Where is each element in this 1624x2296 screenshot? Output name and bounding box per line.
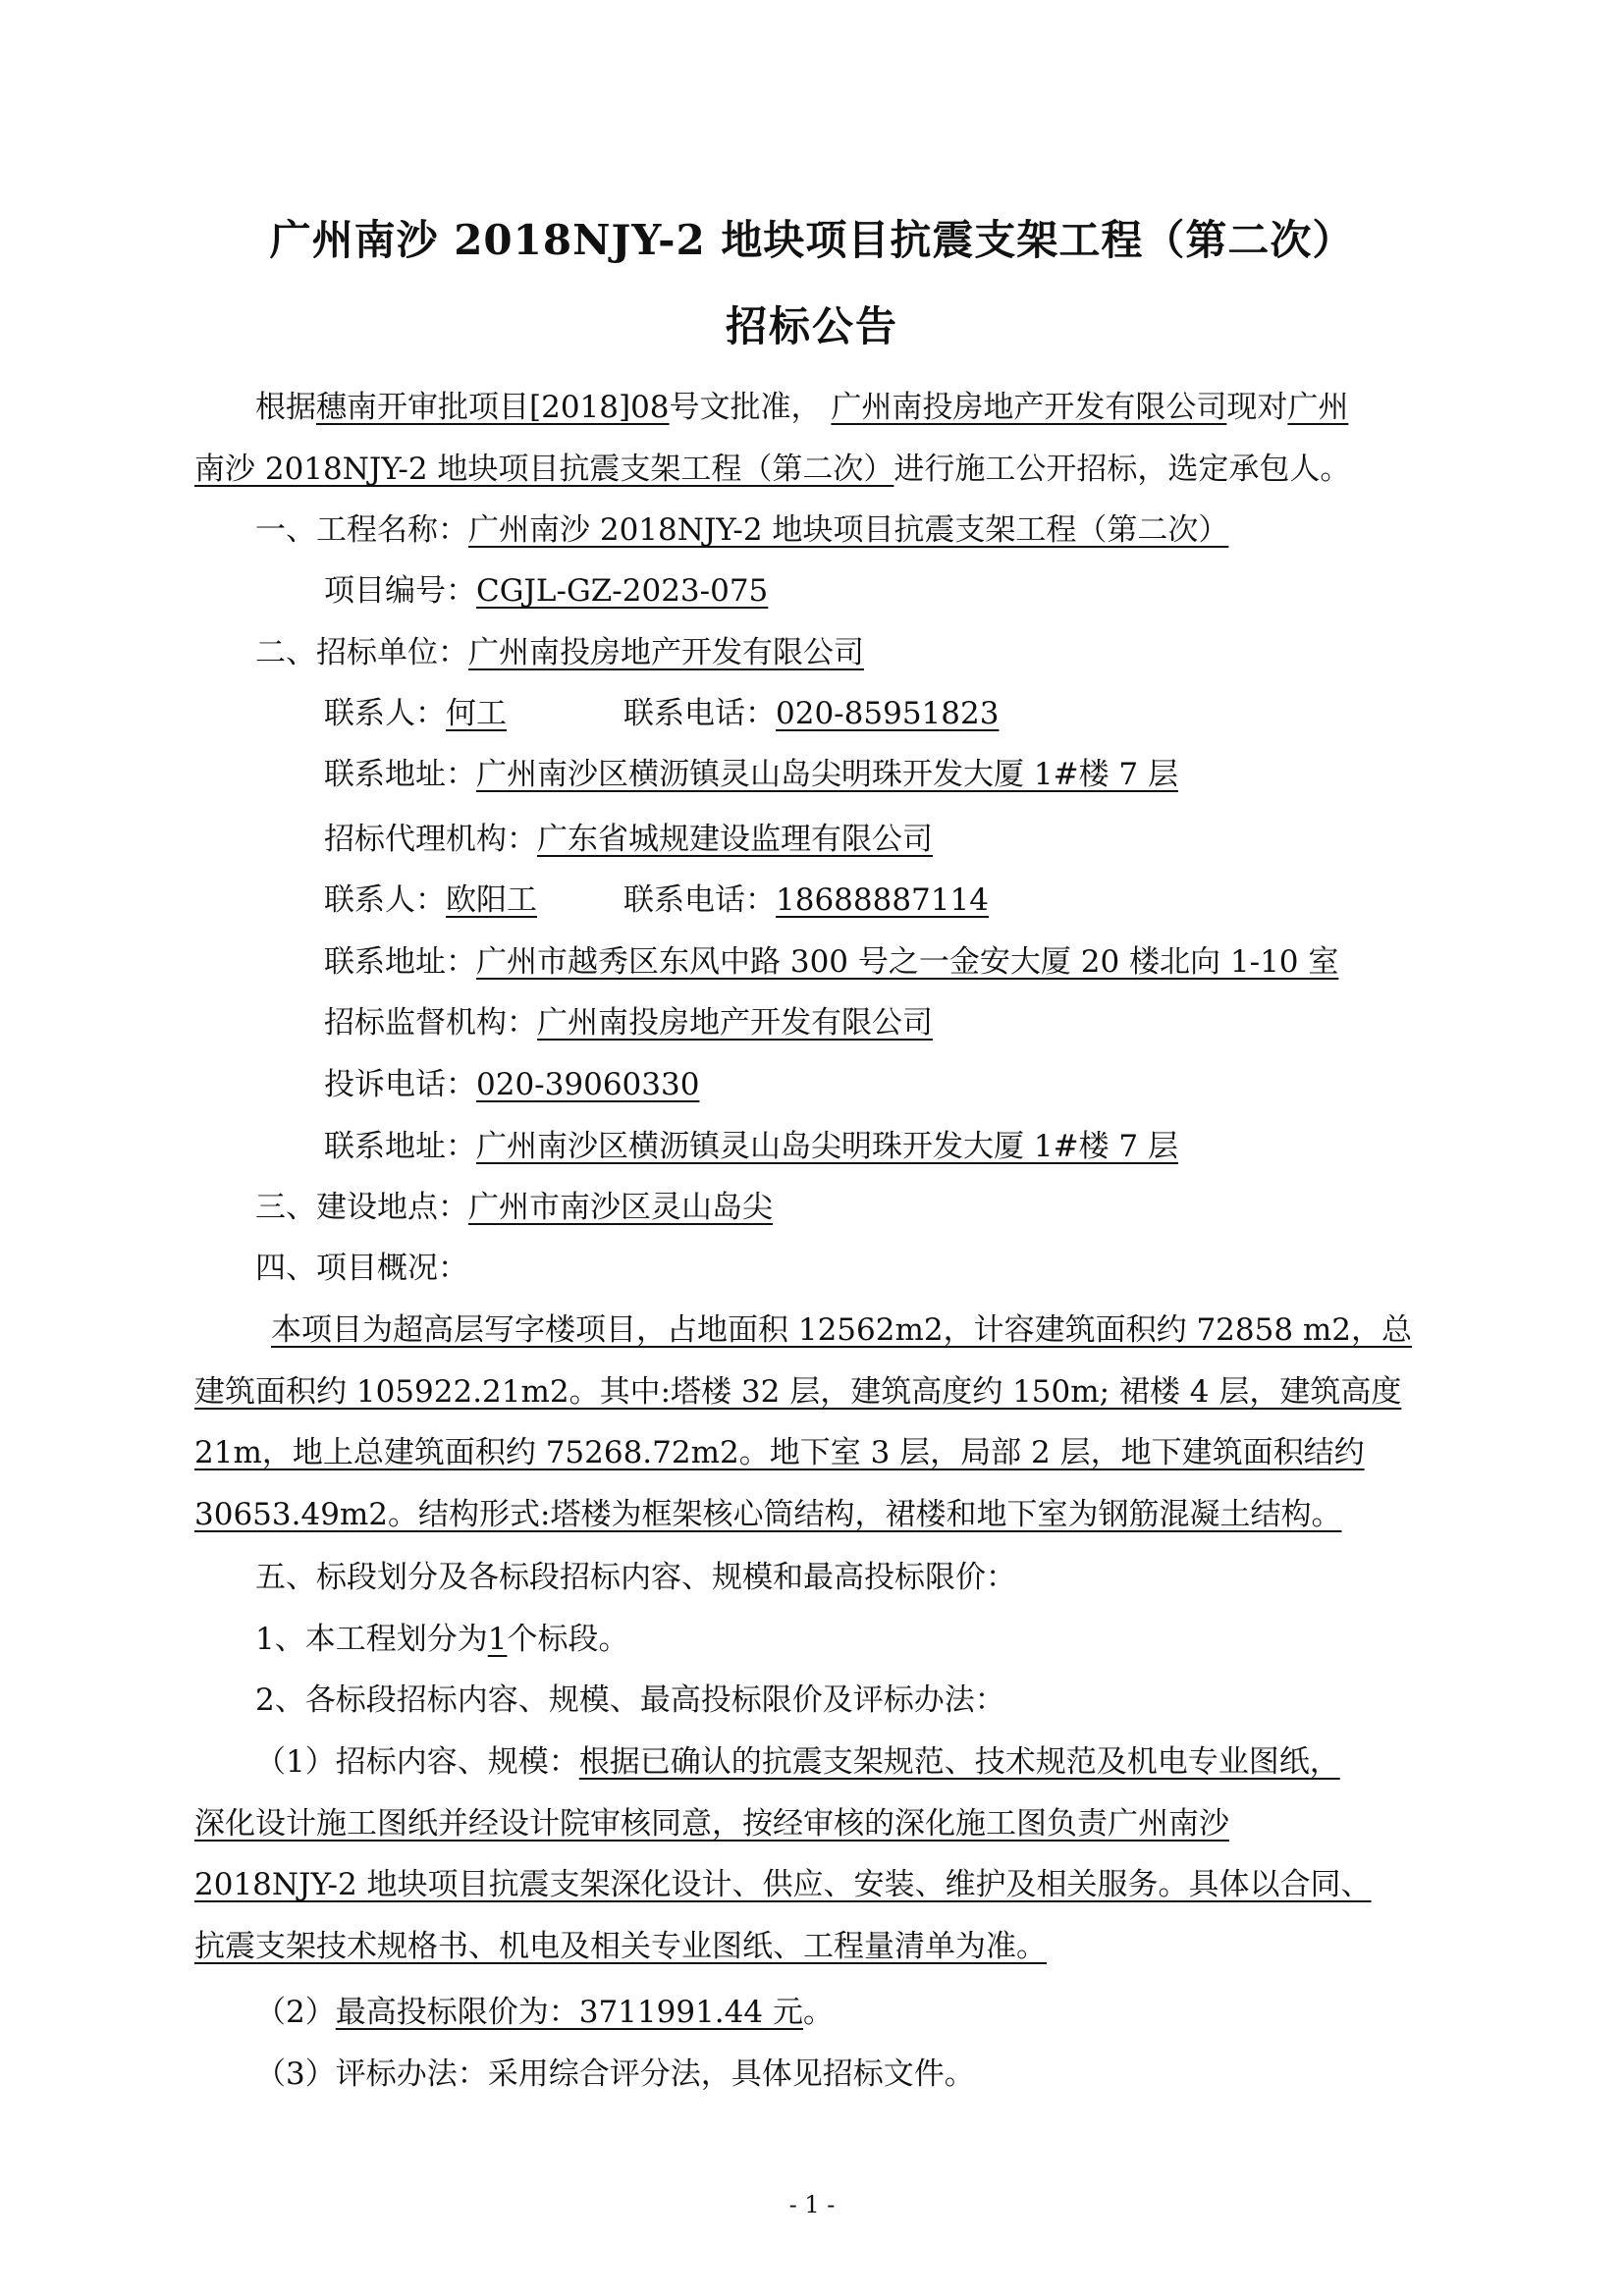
complaint-value: 020-39060330 [476, 1067, 700, 1102]
evaluation-method: （3）评标办法：采用综合评分法，具体见招标文件。 [255, 2056, 975, 2092]
document-subtitle: 招标公告 [725, 302, 898, 350]
lot-details-heading: 2、各标段招标内容、规模、最高投标限价及评标办法： [255, 1682, 1005, 1718]
agency-phone [623, 881, 989, 920]
contact-value: 何工 [446, 696, 507, 731]
lot-number: 1 [487, 1622, 508, 1657]
lot-text-a: 1、本工程划分为 [255, 1622, 488, 1657]
section-4-overview-label: 四、项目概况： [255, 1251, 468, 1286]
section-3-location [255, 1188, 773, 1227]
intro-text-b: 号文批准， [669, 390, 822, 425]
agency-value: 广东省城规建设监理有限公司 [537, 822, 933, 857]
s3-value: 广州市南沙区灵山岛尖 [468, 1190, 773, 1225]
intro-text-rest: 进行施工公开招标，选定承包人。 [893, 452, 1351, 487]
agency-contact-label: 联系人： [324, 882, 446, 918]
intro-project-start: 广州 [1287, 390, 1349, 425]
intro-project-name: 南沙 2018NJY-2 地块项目抗震支架工程（第二次） [194, 452, 894, 487]
supervisor-address [324, 1127, 1178, 1166]
overview-line-1 [271, 1310, 1439, 1350]
agency-address [324, 942, 1338, 982]
lot-text-b: 个标段。 [507, 1622, 629, 1657]
agency-label: 招标代理机构： [324, 822, 537, 857]
complaint-phone [324, 1065, 699, 1104]
tenderer-address [324, 755, 1178, 794]
intro-line-2 [194, 450, 1350, 489]
supervisor-address-value: 广州南沙区横沥镇灵山岛尖明珠开发大厦 1#楼 7 层 [476, 1129, 1178, 1164]
tenderer-phone [623, 694, 999, 733]
scope-label: （1）招标内容、规模： [255, 1744, 579, 1780]
overview-text-1: 本项目为超高层写字楼项目，占地面积 12562m2，计容建筑面积约 72858 m2，总 [271, 1312, 1413, 1348]
section-1-project-name [255, 510, 1228, 550]
intro-text-a: 根据 [255, 390, 316, 425]
agency-phone-value: 18688887114 [776, 882, 989, 918]
scope-text-1: 根据已确认的抗震支架规范、技术规范及机电专业图纸， [578, 1744, 1340, 1780]
agency-address-label: 联系地址： [324, 944, 476, 980]
price-value: 最高投标限价为：3711991.44 元 [335, 1995, 803, 2030]
supervisor-label: 招标监督机构： [324, 1005, 537, 1041]
supervisor [324, 1003, 933, 1042]
agency [324, 820, 933, 859]
scope-line-2: 深化设计施工图纸并经设计院审核同意，按经审核的深化施工图负责广州南沙 [194, 1806, 1229, 1842]
scope-line-4: 抗震支架技术规格书、机电及相关专业图纸、工程量清单为准。 [194, 1929, 1047, 1964]
s1-value: 广州南沙 2018NJY-2 地块项目抗震支架工程（第二次） [468, 512, 1229, 548]
s3-label: 三、建设地点： [255, 1190, 468, 1225]
s1-label: 一、工程名称： [255, 512, 468, 548]
supervisor-address-label: 联系地址： [324, 1129, 476, 1164]
intro-text-c: 现对 [1226, 390, 1288, 425]
agency-address-value: 广州市越秀区东风中路 300 号之一金安大厦 20 楼北向 1-10 室 [476, 944, 1339, 980]
complaint-label: 投诉电话： [324, 1067, 476, 1102]
section-2-tenderer [255, 633, 864, 672]
tenderer-contact [324, 694, 507, 733]
owner-name: 广州南投房地产开发有限公司 [831, 390, 1227, 425]
code-value: CGJL-GZ-2023-075 [476, 573, 769, 609]
intro-line-1 [255, 388, 1439, 427]
overview-line-2: 建筑面积约 105922.21m2。其中:塔楼 32 层，建筑高度约 150m; 裙楼 4 层，建筑高度 [194, 1374, 1402, 1410]
agency-phone-label: 联系电话： [623, 882, 776, 918]
price-end: 。 [802, 1995, 834, 2030]
page-number: - 1 - [788, 2191, 836, 2218]
price-label: （2） [255, 1995, 336, 2030]
max-price [255, 1993, 834, 2032]
project-code [324, 571, 768, 611]
agency-contact [324, 881, 537, 920]
contact-label: 联系人： [324, 696, 446, 731]
overview-line-4: 30653.49m2。结构形式:塔楼为框架核心筒结构，裙楼和地下室为钢筋混凝土结构。 [194, 1497, 1342, 1532]
approval-number: 穗南开审批项目[2018]08 [316, 390, 670, 425]
agency-contact-value: 欧阳工 [446, 882, 537, 918]
s2-value: 广州南投房地产开发有限公司 [468, 635, 864, 670]
code-label: 项目编号： [324, 573, 476, 609]
scope-line-1 [255, 1742, 1340, 1782]
supervisor-value: 广州南投房地产开发有限公司 [537, 1005, 933, 1041]
scope-line-3: 2018NJY-2 地块项目抗震支架深化设计、供应、安装、维护及相关服务。具体以合同、 [194, 1867, 1372, 1902]
s2-label: 二、招标单位： [255, 635, 468, 670]
lot-count [255, 1620, 628, 1659]
phone-label: 联系电话： [623, 696, 776, 731]
address-value: 广州南沙区横沥镇灵山岛尖明珠开发大厦 1#楼 7 层 [476, 757, 1178, 792]
phone-value: 020-85951823 [776, 696, 1000, 731]
overview-line-3: 21m，地上总建筑面积约 75268.72m2。地下室 3 层，局部 2 层，地下建筑面积结约 [194, 1435, 1365, 1470]
document-title: 广州南沙 2018NJY-2 地块项目抗震支架工程（第二次） [269, 216, 1355, 264]
section-5-label: 五、标段划分及各标段招标内容、规模和最高投标限价： [255, 1560, 1016, 1595]
address-label: 联系地址： [324, 757, 476, 792]
